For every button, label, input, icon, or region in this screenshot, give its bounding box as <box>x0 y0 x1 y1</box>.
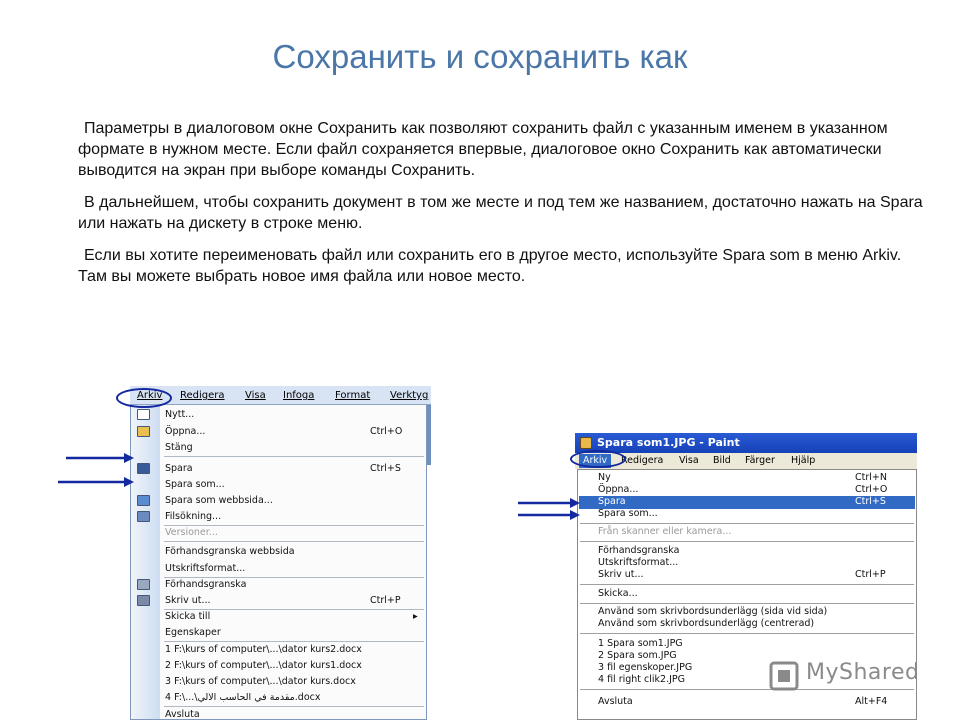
menu-separator <box>580 603 914 604</box>
paint-menu-item[interactable] <box>579 508 915 521</box>
paint-menu-item-shortcut: Ctrl+P <box>855 569 886 580</box>
word-menu-item-label: Stäng <box>165 442 193 453</box>
paint-menu-item[interactable] <box>579 569 915 582</box>
word-menu-item[interactable] <box>165 510 423 524</box>
paragraph-1: Параметры в диалоговом окне Сохранить как позволяют сохранить файл с указанным именем в указанном формате в нужном месте. Если файл сохраняется впервые, диалоговое окно Сохранить как автоматически выводится на экран при выборе команды Сохранить. <box>78 120 888 179</box>
paint-menu-visa[interactable]: Visa <box>679 455 699 466</box>
paint-app-icon <box>580 437 592 449</box>
word-menu-item[interactable] <box>165 626 423 640</box>
menu-separator <box>164 641 424 642</box>
word-file-dropdown <box>130 405 427 720</box>
menu-separator <box>580 584 914 585</box>
word-menu-item[interactable] <box>165 545 423 559</box>
menu-separator <box>580 633 914 634</box>
paint-menu-item-label: Använd som skrivbordsunderlägg (sida vid sida) <box>598 606 828 617</box>
menu-separator <box>580 523 914 524</box>
word-menu-item[interactable] <box>165 494 423 508</box>
paint-menu-item[interactable] <box>579 696 915 709</box>
word-menu-item-shortcut: Ctrl+O <box>370 426 403 437</box>
word-menu-item-label: 4 F:\...\مقدمة في الحاسب الالي.docx <box>165 692 321 703</box>
menu-separator <box>164 541 424 542</box>
paint-menu-item-label: Från skanner eller kamera... <box>598 526 732 537</box>
file-search-icon <box>137 511 150 522</box>
paint-menu-item-label: Förhandsgranska <box>598 545 680 556</box>
word-menu-item <box>165 526 423 540</box>
paint-menu-farger[interactable]: Färger <box>745 455 775 466</box>
word-menu-item[interactable] <box>165 594 423 608</box>
paint-menubar <box>575 453 917 469</box>
paint-menu-item-label: 2 Spara som.JPG <box>598 650 677 661</box>
paint-menu-item-label: Använd som skrivbordsunderlägg (centrerad) <box>598 618 815 629</box>
globe-icon <box>137 495 150 506</box>
body-text <box>78 118 928 298</box>
watermark-text: MyShared <box>806 660 920 685</box>
paint-menu-item-label: 3 fil egenskoper.JPG <box>598 662 693 673</box>
paint-menu-item-shortcut: Alt+F4 <box>855 696 888 707</box>
menu-visa[interactable]: Visa <box>245 390 266 401</box>
word-menu-item-label: Versioner... <box>165 527 218 538</box>
word-menu-item[interactable] <box>165 691 423 705</box>
word-menu-item[interactable] <box>165 610 423 624</box>
paint-menu-item-label: 1 Spara som1.JPG <box>598 638 683 649</box>
word-menu-item-label: 2 F:\kurs of computer\...\dator kurs1.docx <box>165 660 362 671</box>
arkiv-highlight-ellipse <box>116 388 172 408</box>
paint-menu-item-shortcut: Ctrl+N <box>855 472 887 483</box>
word-menu-item-label: Egenskaper <box>165 627 221 638</box>
arrow-to-paint-spara-som <box>516 508 582 522</box>
word-menu-item[interactable] <box>165 659 423 673</box>
word-menu-item-label: Öppna... <box>165 426 206 437</box>
paint-menu-item-label: Ny <box>598 472 611 483</box>
word-menu-item-label: Skicka till <box>165 611 211 622</box>
menu-separator <box>580 541 914 542</box>
word-menu-item[interactable] <box>165 643 423 657</box>
word-menu-item[interactable] <box>165 441 423 455</box>
word-menu-item[interactable] <box>165 462 423 476</box>
paint-menu-item-label: Utskriftsformat... <box>598 557 679 568</box>
paint-title-bar <box>575 433 917 453</box>
word-menu-item-label: Utskriftsformat... <box>165 563 246 574</box>
paint-menu-redigera[interactable]: Redigera <box>621 455 664 466</box>
menu-verktyg[interactable]: Verktyg <box>390 390 429 401</box>
word-menu-item-label: Spara som... <box>165 479 225 490</box>
new-document-icon <box>137 409 150 420</box>
paragraph-3: Если вы хотите переименовать файл или сохранить его в другое место, используйте Spara som в меню Arkiv. Там вы можете выбрать новое имя файла или новое место. <box>78 247 902 285</box>
menu-arkiv[interactable]: Arkiv <box>137 390 163 401</box>
word-menu-item[interactable] <box>165 675 423 689</box>
myshared-logo-icon <box>768 660 800 692</box>
word-menu-item[interactable] <box>165 408 423 422</box>
word-menu-item-label: Spara som webbsida... <box>165 495 273 506</box>
word-menu-item[interactable] <box>165 578 423 592</box>
print-preview-icon <box>137 579 150 590</box>
paint-menu-item-label: Skicka... <box>598 588 638 599</box>
paint-menu-item-shortcut: Ctrl+S <box>855 496 886 507</box>
menu-separator <box>164 706 424 707</box>
menu-redigera[interactable]: Redigera <box>180 390 225 401</box>
open-folder-icon <box>137 426 150 437</box>
paint-menu-item-label: Skriv ut... <box>598 569 644 580</box>
word-menu-item-label: 1 F:\kurs of computer\...\dator kurs2.docx <box>165 644 362 655</box>
paint-menu-item-label: Avsluta <box>598 696 633 707</box>
paint-menu-item[interactable] <box>579 588 915 601</box>
paint-arkiv-highlight-ellipse <box>570 450 626 468</box>
word-menu-item-shortcut: Ctrl+S <box>370 463 401 474</box>
paint-menu-item <box>579 526 915 539</box>
paint-menu-arkiv[interactable]: Arkiv <box>579 454 611 468</box>
printer-icon <box>137 595 150 606</box>
paint-menu-item-label: Spara <box>598 496 626 507</box>
paint-menu-bild[interactable]: Bild <box>713 455 731 466</box>
floppy-disk-icon <box>137 463 150 474</box>
word-menu-item-label: Filsökning... <box>165 511 222 522</box>
word-menu-item[interactable] <box>165 425 423 439</box>
word-menu-item[interactable] <box>165 708 423 720</box>
word-file-menu-screenshot <box>130 386 431 720</box>
paragraph-2: В дальнейшем, чтобы сохранить документ в том же месте и под тем же названием, достаточно нажать на Spara или нажать на дискету в строке меню. <box>78 194 923 232</box>
word-menu-item-label: Spara <box>165 463 193 474</box>
paint-menu-item-shortcut: Ctrl+O <box>855 484 888 495</box>
paint-menu-item-label: Öppna... <box>598 484 639 495</box>
word-menu-item-label: Förhandsgranska <box>165 579 247 590</box>
paint-menu-item-label: Spara som... <box>598 508 658 519</box>
word-menu-item-shortcut: ▸ <box>413 611 418 622</box>
word-menu-item-label: Förhandsgranska webbsida <box>165 546 295 557</box>
paint-menu-item[interactable] <box>579 618 915 631</box>
word-menu-item-shortcut: Ctrl+P <box>370 595 401 606</box>
word-menubar <box>130 386 431 405</box>
slide-title: Сохранить и сохранить как <box>272 38 688 75</box>
word-menu-item[interactable] <box>165 478 423 492</box>
word-window-edge <box>427 405 431 465</box>
word-menu-item-label: 3 F:\kurs of computer\...\dator kurs.docx <box>165 676 356 687</box>
paint-window-title: Spara som1.JPG - Paint <box>597 436 740 449</box>
menu-infoga[interactable]: Infoga <box>283 390 315 401</box>
word-menu-item-label: Avsluta <box>165 709 200 720</box>
arrow-to-spara-som <box>56 474 136 490</box>
paint-menu-item-label: 4 fil right clik2.JPG <box>598 674 686 685</box>
paint-menu-hjalp[interactable]: Hjälp <box>791 455 816 466</box>
word-menu-item-label: Skriv ut... <box>165 595 211 606</box>
menu-separator <box>580 689 914 690</box>
arrow-to-spara <box>64 450 136 466</box>
menu-separator <box>164 456 424 457</box>
word-menu-item[interactable] <box>165 562 423 576</box>
word-menu-item-label: Nytt... <box>165 409 195 420</box>
menu-format[interactable]: Format <box>335 390 371 401</box>
